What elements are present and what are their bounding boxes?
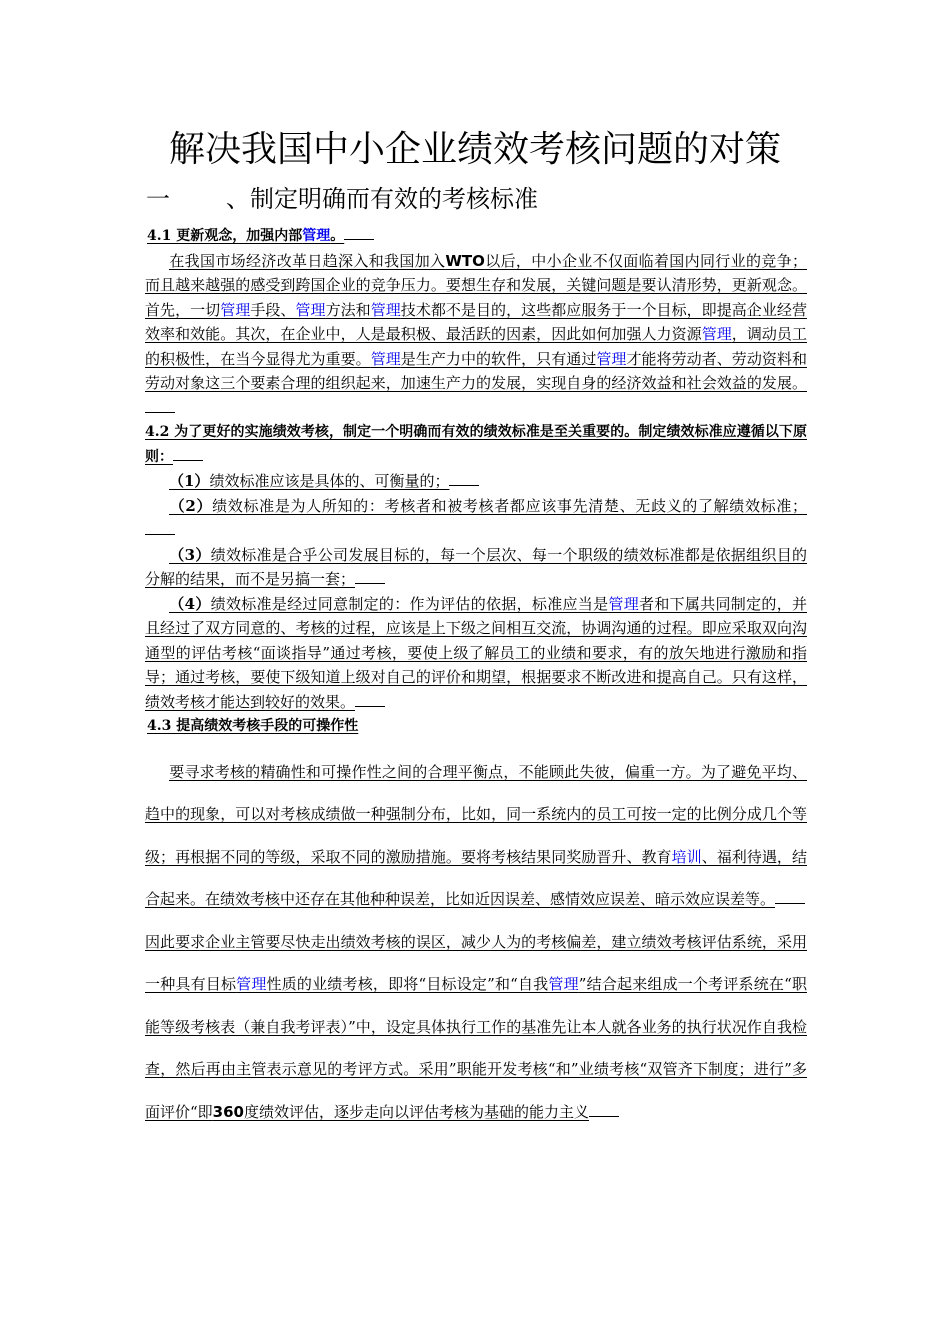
paragraph-text: 以后，中小企业不仅面临着国内同行业的竞争；而且越来越强的感受到跨国企业的竞争压力。要想生存和发展，关键问题是要认清形势，更新观念。首先，一切 bbox=[145, 251, 807, 319]
list-number: （1） bbox=[169, 472, 210, 490]
paragraph-text: 性质的业绩考核，即将“目标设定”和“自我 bbox=[266, 975, 549, 993]
underline-tail bbox=[173, 448, 203, 461]
paragraph-text: 360 bbox=[212, 1102, 244, 1121]
glossary-link[interactable]: 管理 bbox=[236, 975, 267, 993]
underline-tail bbox=[355, 571, 385, 584]
underline-tail bbox=[145, 522, 175, 535]
list-item-text: 绩效标准应该是具体的、可衡量的； bbox=[209, 472, 450, 490]
paragraph-text: 是生产力中的软件，只有通过 bbox=[400, 349, 597, 368]
principle-item-4 bbox=[145, 592, 807, 715]
document-title: 解决我国中小企业绩效考核问题的对策 bbox=[168, 129, 781, 170]
list-number: （2） bbox=[169, 496, 213, 515]
list-number: （3） bbox=[169, 545, 211, 564]
glossary-link[interactable]: 管理 bbox=[608, 594, 640, 613]
subsection-4-1-heading bbox=[145, 224, 807, 249]
underline-tail bbox=[449, 473, 479, 486]
list-item-text: 绩效标准是经过同意制定的：作为评估的依据，标准应当是 bbox=[210, 594, 609, 613]
list-number: （4） bbox=[169, 594, 211, 613]
paragraph-text: 度绩效评估，逐步走向以评估考核为基础的能力主义 bbox=[243, 1102, 589, 1121]
paragraph-4-3-b bbox=[145, 921, 807, 1134]
subsection-heading-text: 4.2 为了更好的实施绩效考核，制定一个明确而有效的绩效标准是至关重要的。制定绩效标准应遵循以下原则： bbox=[145, 424, 807, 465]
paragraph-text: 、福利待遇，结合起来。在绩效考核中还存在其他种种误差，比如近因误差、感情效应误差、暗示效应误差等。 bbox=[145, 847, 807, 908]
underline-tail bbox=[775, 891, 805, 904]
glossary-link[interactable]: 管理 bbox=[370, 349, 401, 368]
glossary-link[interactable]: 管理 bbox=[596, 349, 627, 368]
section-number: 一 bbox=[146, 185, 170, 213]
glossary-link[interactable]: 管理 bbox=[220, 300, 251, 319]
section-heading-text: 、制定明确而有效的考核标准 bbox=[226, 185, 538, 213]
paragraph-text: 技术都不是目的，这些都应服务于一个目标，即提高企业经营效率和效能。其次，在企业中，人是最积极、最活跃的因素，因此如何加强人力资源 bbox=[145, 300, 807, 343]
section-heading bbox=[146, 180, 538, 218]
paragraph-4-3-a bbox=[145, 751, 807, 921]
paragraph-text: WTO bbox=[445, 251, 485, 270]
glossary-link[interactable]: 管理 bbox=[295, 300, 326, 319]
list-item-text: 者和下属共同制定的，并且经过了双方同意的、考核的过程，应该是上下级之间相互交流，协调沟通的过程。即应采取双向沟通型的评估考核“面谈指导”通过考核，要使上级了解员工的业绩和要求，有的放矢地进行激励和指导；通过考核，要使下级知道上级对自己的评价和期望，根据要求不断改进和提高自己。只有这样，绩效考核才能达到较好的效果。 bbox=[145, 594, 807, 711]
principle-item-2 bbox=[145, 494, 807, 543]
glossary-link[interactable]: 管理 bbox=[548, 975, 579, 993]
underline-tail bbox=[355, 694, 385, 707]
paragraph-4-1 bbox=[145, 249, 807, 421]
subsection-4-3-heading bbox=[145, 714, 807, 739]
paragraph-text: 在我国市场经济改革日趋深入和我国加入 bbox=[169, 251, 446, 270]
underline-tail bbox=[589, 1104, 619, 1117]
underline-tail bbox=[145, 400, 175, 413]
paragraph-text: ”结合起来组成一个考评系统在“职能等级考核表（兼自我考评表）”中，设定具体执行工作的基准先让本人就各业务的执行状况作自我检查，然后再由主管表示意见的考评方式。采用”职能开发考核“和”业绩考核“双管齐下制度；进行”多面评价“即 bbox=[145, 975, 807, 1121]
paragraph-text: 手段、 bbox=[250, 300, 296, 319]
underline-tail bbox=[344, 227, 374, 240]
glossary-link[interactable]: 培训 bbox=[671, 847, 702, 866]
glossary-link[interactable]: 管理 bbox=[701, 325, 732, 343]
principle-item-1 bbox=[145, 469, 807, 494]
principle-item-3 bbox=[145, 543, 807, 592]
subsection-heading-text: 。 bbox=[330, 228, 345, 244]
paragraph-text: ，调动员工的积极性，在当今显得尤为重要。 bbox=[145, 325, 807, 368]
subsection-4-2-heading bbox=[145, 420, 807, 469]
paragraph-text: 才能将劳动者、劳动资料和劳动对象这三个要素合理的组织起来，加速生产力的发展，实现自身的经济效益和社会效益的发展。 bbox=[145, 349, 807, 392]
list-item-text: 绩效标准是合乎公司发展目标的，每一个层次、每一个职级的绩效标准都是依据组织目的分解的结果，而不是另搞一套； bbox=[145, 545, 807, 588]
paragraph-text: 要寻求考核的精确性和可操作性之间的合理平衡点，不能顾此失彼，偏重一方。为了避免平均、趋中的现象，可以对考核成绩做一种强制分布，比如，同一系统内的员工可按一定的比例分成几个等级；再根据不同的等级，采取不同的激励措施。要将考核结果同奖励晋升、教育 bbox=[145, 762, 807, 866]
document-body bbox=[145, 224, 807, 1133]
glossary-link[interactable]: 管理 bbox=[370, 300, 401, 319]
glossary-link[interactable]: 管理 bbox=[302, 228, 331, 244]
list-item-text: 绩效标准是为人所知的：考核者和被考核者都应该事先清楚、无歧义的了解绩效标准； bbox=[212, 496, 807, 515]
paragraph-text: 方法和 bbox=[325, 300, 371, 319]
subsection-heading-text: 4.3 提高绩效考核手段的可操作性 bbox=[147, 718, 359, 734]
subsection-heading-text: 4.1 更新观念，加强内部 bbox=[147, 228, 303, 244]
paragraph-text: 因此要求企业主管要尽快走出绩效考核的误区，减少人为的考核偏差，建立绩效考核评估系统，采用一种具有目标 bbox=[145, 932, 807, 993]
